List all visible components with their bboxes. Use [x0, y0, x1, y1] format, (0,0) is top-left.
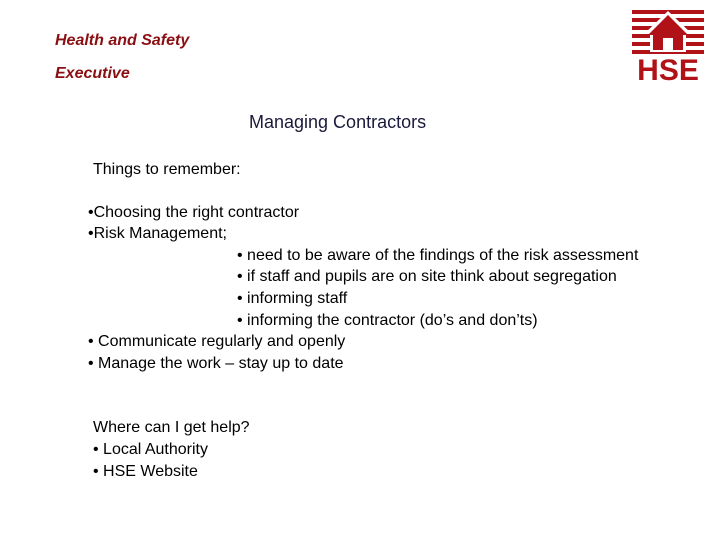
sub-bullet-informing-staff: • informing staff: [237, 290, 348, 307]
help-item-local-authority: • Local Authority: [93, 441, 208, 458]
org-name-line2: Executive: [55, 65, 130, 82]
bullet-manage-work: • Manage the work – stay up to date: [88, 355, 344, 372]
hse-logo: [630, 8, 706, 84]
logo-text: HSE: [637, 54, 699, 84]
slide-title: Managing Contractors: [249, 112, 427, 132]
sub-bullet-segregation: • if staff and pupils are on site think about segregation: [237, 268, 617, 285]
bullet-choosing: •Choosing the right contractor: [88, 204, 300, 221]
help-heading: Where can I get help?: [93, 419, 250, 436]
sub-bullet-informing-contractor: • informing the contractor (do’s and don’ts): [237, 312, 538, 329]
bullet-risk-management: •Risk Management;: [88, 225, 227, 242]
bullet-communicate: • Communicate regularly and openly: [88, 333, 346, 350]
sub-bullet-risk-assessment: • need to be aware of the findings of the risk assessment: [237, 247, 639, 264]
intro-text: Things to remember:: [93, 161, 241, 178]
help-item-hse-website: • HSE Website: [93, 463, 198, 480]
org-name-line1: Health and Safety: [55, 32, 190, 49]
